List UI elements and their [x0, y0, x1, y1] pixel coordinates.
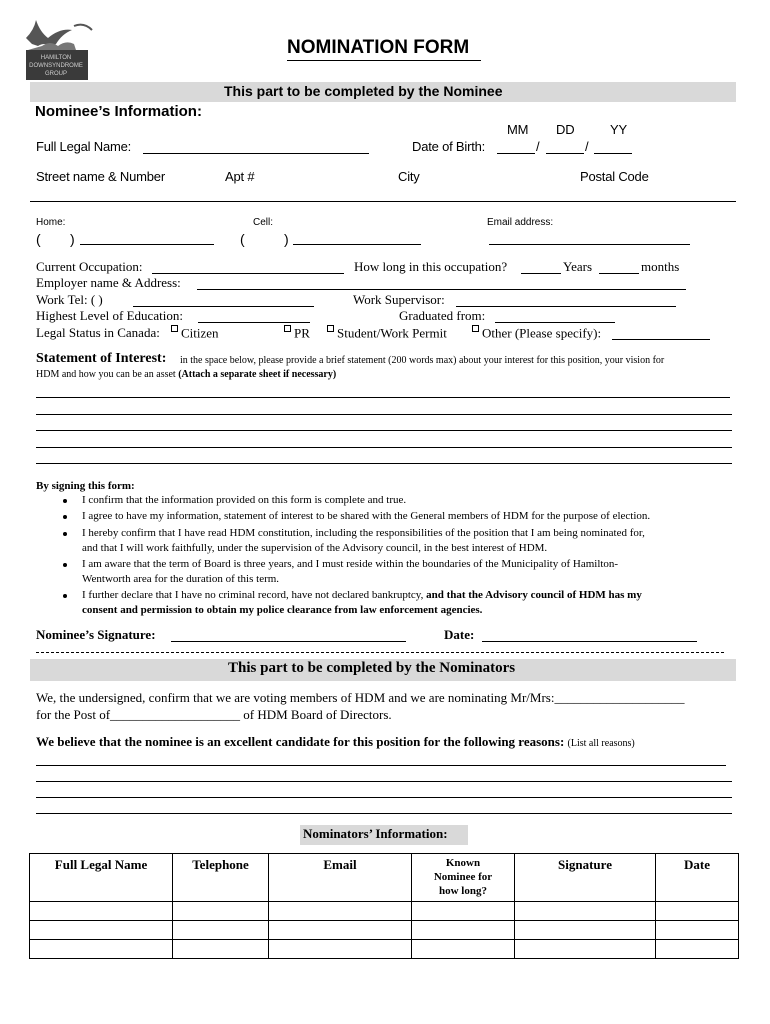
apt-label: Apt #: [225, 169, 255, 184]
citizen-checkbox[interactable]: [171, 325, 178, 332]
cell-paren-close: ): [284, 231, 289, 247]
signing-item-2: I agree to have my information, statement of interest to be shared with the General members of HDM for the purpose of election.: [82, 510, 651, 522]
city-label: City: [398, 169, 420, 184]
other-specify-field[interactable]: [612, 339, 710, 340]
cell-tel-3[interactable]: [173, 940, 269, 959]
form-title: NOMINATION FORM: [287, 37, 470, 58]
signing-item-4: I am aware that the term of Board is three years, and I must reside within the boundaries of the Municipality of Hamilton-: [82, 558, 619, 570]
nominee-info-heading: Nominee’s Information:: [35, 103, 202, 120]
reasons-line-4[interactable]: [36, 813, 732, 814]
bullet-5: [63, 594, 67, 598]
education-field[interactable]: [198, 322, 310, 323]
occupation-label: Current Occupation:: [36, 259, 143, 274]
status-option-pr[interactable]: [284, 325, 310, 341]
logo: [22, 16, 94, 82]
dob-dd-field[interactable]: [546, 153, 584, 154]
legal-status-label: Legal Status in Canada:: [36, 325, 160, 340]
dob-label: Date of Birth:: [412, 139, 486, 154]
bullet-3: [63, 532, 67, 536]
cell-known-2[interactable]: [412, 921, 515, 940]
full-name-label: Full Legal Name:: [36, 139, 132, 154]
nominee-banner-text: This part to be completed by the Nominee: [224, 83, 503, 99]
occupation-field[interactable]: [152, 273, 344, 274]
pr-label: PR: [294, 325, 310, 341]
how-long-label: How long in this occupation?: [354, 259, 508, 274]
statement-line-4[interactable]: [36, 447, 732, 448]
cell-phone-field[interactable]: [293, 244, 421, 245]
bullet-4: [63, 563, 67, 567]
nominee-signature-field[interactable]: [171, 641, 406, 642]
nominators-line-2: for the Post of____________________ of HDM Board of Directors.: [36, 707, 392, 722]
education-label: Highest Level of Education:: [36, 308, 183, 323]
signing-item-4-cont: Wentworth area for the duration of this term.: [82, 573, 280, 585]
cell-name-1[interactable]: [30, 902, 173, 921]
work-tel-label: Work Tel: ( ): [36, 292, 103, 307]
student-checkbox[interactable]: [327, 325, 334, 332]
dob-slash-2: /: [585, 139, 589, 154]
cell-tel-1[interactable]: [173, 902, 269, 921]
email-field[interactable]: [489, 244, 690, 245]
street-label: Street name & Number: [36, 169, 165, 184]
nominee-signature-label: Nominee’s Signature:: [36, 627, 156, 642]
cell-email-1[interactable]: [269, 902, 412, 921]
dob-mm-label: MM: [507, 122, 529, 137]
status-option-other[interactable]: [472, 325, 601, 341]
cell-tel-2[interactable]: [173, 921, 269, 940]
home-paren-close: ): [70, 231, 75, 247]
col-email: Email: [269, 854, 412, 902]
signing-item-1: I confirm that the information provided on this form is complete and true.: [82, 494, 407, 506]
cell-label: Cell:: [253, 217, 274, 228]
other-checkbox[interactable]: [472, 325, 479, 332]
years-field[interactable]: [521, 273, 561, 274]
work-supervisor-field[interactable]: [456, 306, 676, 307]
cell-known-1[interactable]: [412, 902, 515, 921]
dob-slash-1: /: [536, 139, 540, 154]
employer-label: Employer name & Address:: [36, 275, 181, 290]
col-telephone: Telephone: [173, 854, 269, 902]
signing-item-5-text: I further declare that I have no criminal record, have not declared bankruptcy,: [82, 589, 424, 601]
pr-checkbox[interactable]: [284, 325, 291, 332]
title-underline: [287, 60, 481, 61]
bullet-2: [63, 515, 67, 519]
col-known-line-2: Nominee for: [433, 871, 493, 883]
table-row: [30, 921, 739, 940]
cell-name-3[interactable]: [30, 940, 173, 959]
reasons-line-1[interactable]: [36, 765, 726, 766]
reasons-line-2[interactable]: [36, 781, 732, 782]
statement-instruction-text: HDM and how you can be an asset: [36, 369, 176, 380]
cell-name-2[interactable]: [30, 921, 173, 940]
nominators-banner-text: This part to be completed by the Nominators: [228, 660, 516, 676]
cell-signature-2[interactable]: [515, 921, 656, 940]
dashed-separator: [36, 652, 724, 653]
years-label: Years: [563, 259, 593, 274]
email-label: Email address:: [487, 217, 554, 228]
signing-item-5: [82, 589, 642, 601]
work-supervisor-label: Work Supervisor:: [353, 292, 445, 307]
cell-paren-open: (: [240, 231, 245, 247]
cell-known-3[interactable]: [412, 940, 515, 959]
statement-line-1[interactable]: [36, 397, 730, 398]
home-label: Home:: [36, 217, 66, 228]
dob-dd-label: DD: [556, 122, 575, 137]
reasons-heading-text: We believe that the nominee is an excellent candidate for this position for the following reasons:: [36, 734, 565, 749]
statement-instruction-2: [36, 369, 336, 380]
statement-line-5[interactable]: [36, 463, 732, 464]
dob-mm-field[interactable]: [497, 153, 535, 154]
cell-email-3[interactable]: [269, 940, 412, 959]
graduated-field[interactable]: [495, 322, 615, 323]
signing-item-5-cont: consent and permission to obtain my police clearance from law enforcement agencies.: [82, 604, 483, 616]
nominators-line-1: We, the undersigned, confirm that we are voting members of HDM and we are nominating Mr/Mrs:____________________: [36, 690, 685, 705]
col-known-line-1: Known: [445, 857, 481, 869]
postal-label: Postal Code: [580, 169, 649, 184]
cell-date-1[interactable]: [656, 902, 739, 921]
status-option-citizen[interactable]: [171, 325, 219, 341]
cell-signature-3[interactable]: [515, 940, 656, 959]
statement-line-3[interactable]: [36, 430, 732, 431]
reasons-note: (List all reasons): [567, 738, 635, 749]
address-field[interactable]: [30, 201, 736, 202]
signing-item-3: I hereby confirm that I have read HDM constitution, including the responsibilities of the position that I am being nominated for,: [82, 527, 645, 539]
employer-field[interactable]: [197, 289, 686, 290]
home-phone-field[interactable]: [80, 244, 214, 245]
reasons-line-3[interactable]: [36, 797, 732, 798]
status-option-student[interactable]: [327, 325, 447, 341]
dob-yy-label: YY: [610, 122, 627, 137]
col-date: Date: [656, 854, 739, 902]
statement-heading: Statement of Interest:: [36, 351, 167, 366]
cell-date-2[interactable]: [656, 921, 739, 940]
months-label: months: [641, 259, 680, 274]
table-row: [30, 902, 739, 921]
home-paren-open: (: [36, 231, 41, 247]
table-header-row: [30, 854, 739, 902]
table-row: [30, 940, 739, 959]
citizen-label: Citizen: [181, 325, 219, 341]
nominee-date-label: Date:: [444, 627, 475, 642]
logo-text: HAMILTON DOWNSYNDROME GROUP: [29, 55, 83, 77]
nominee-date-field[interactable]: [482, 641, 697, 642]
statement-instruction-1: in the space below, please provide a brief statement (200 words max) about your interest for this position, your vision for: [180, 355, 665, 366]
statement-attach-note: (Attach a separate sheet if necessary): [178, 369, 337, 380]
signing-item-5-bold: and that the Advisory council of HDM has my: [426, 589, 642, 601]
statement-line-2[interactable]: [36, 414, 732, 415]
bullet-1: [63, 499, 67, 503]
full-name-field[interactable]: [143, 153, 369, 154]
nominators-table: [29, 853, 739, 959]
dob-yy-field[interactable]: [594, 153, 632, 154]
cell-signature-1[interactable]: [515, 902, 656, 921]
signing-item-3-cont: and that I will work faithfully, under the supervision of the Advisory council, in the best interest of HDM.: [82, 542, 548, 554]
signing-heading: By signing this form:: [36, 480, 135, 492]
student-label: Student/Work Permit: [337, 325, 447, 341]
col-known-for: [412, 854, 515, 902]
cell-date-3[interactable]: [656, 940, 739, 959]
work-tel-field[interactable]: [133, 306, 314, 307]
cell-email-2[interactable]: [269, 921, 412, 940]
col-signature: Signature: [515, 854, 656, 902]
col-known-line-3: how long?: [439, 885, 487, 897]
months-field[interactable]: [599, 273, 639, 274]
other-label: Other (Please specify):: [482, 325, 602, 341]
nominators-info-heading: Nominators’ Information:: [303, 826, 448, 841]
reasons-heading: [36, 734, 635, 750]
col-full-name: Full Legal Name: [30, 854, 173, 902]
graduated-label: Graduated from:: [399, 308, 486, 323]
